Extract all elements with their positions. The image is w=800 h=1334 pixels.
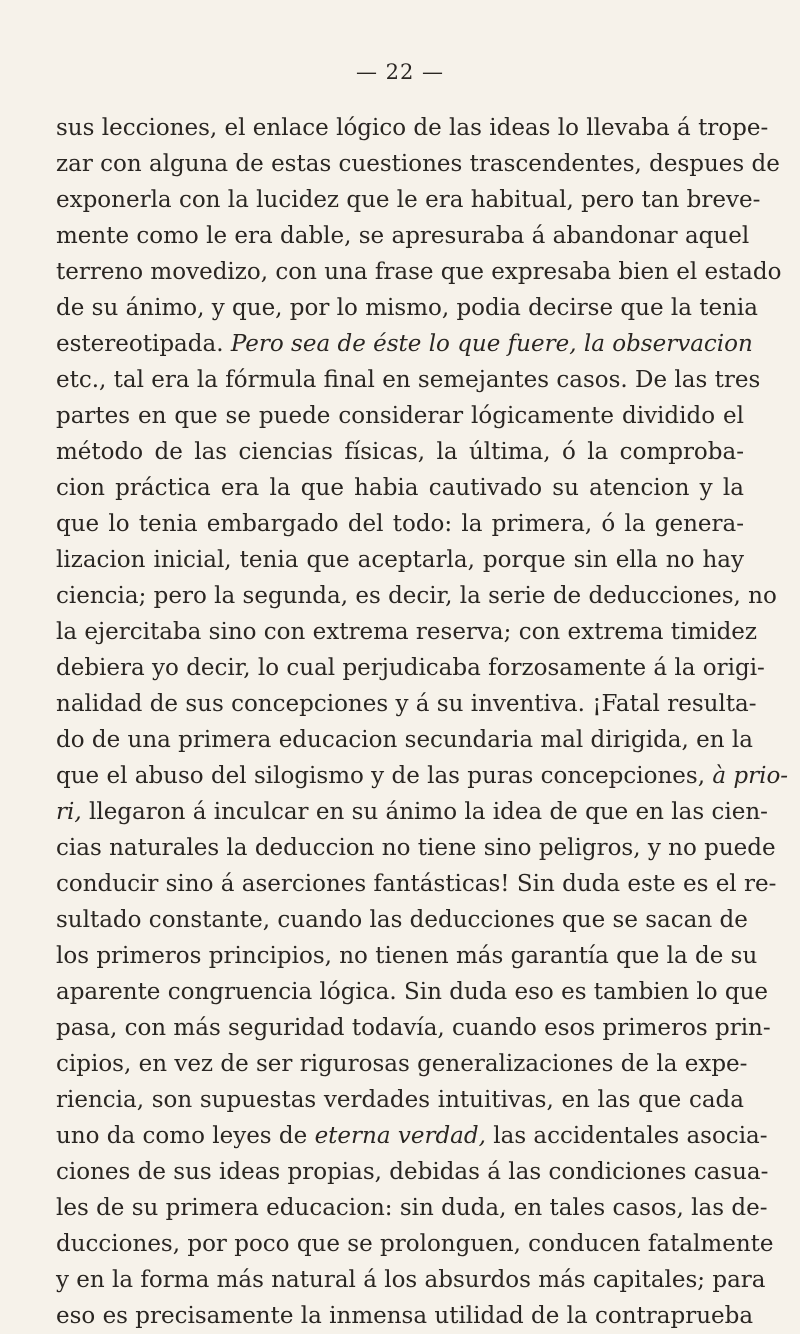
text-line: método de las ciencias físicas, la última, ó la comproba- (56, 439, 744, 465)
text-line: estereotipada. Pero sea de éste lo que fuere, la observacion (56, 331, 753, 357)
text-line: ri, llegaron á inculcar en su ánimo la idea de que en las cien- (56, 799, 768, 825)
text-line: ciencia; pero la segunda, es decir, la serie de deducciones, no (56, 583, 777, 609)
text-line: les de su primera educacion: sin duda, en tales casos, las de- (56, 1195, 768, 1221)
text-line: riencia, son supuestas verdades intuitivas, en las que cada (56, 1087, 744, 1113)
text-line: de su ánimo, y que, por lo mismo, podia decirse que la tenia (56, 295, 758, 321)
text-line: ciones de sus ideas propias, debidas á las condiciones casua- (56, 1159, 769, 1185)
text-line: cipios, en vez de ser rigurosas generalizaciones de la expe- (56, 1051, 748, 1077)
text-line: mente como le era dable, se apresuraba á abandonar aquel (56, 223, 750, 249)
text-line: y en la forma más natural á los absurdos más capitales; para (56, 1267, 766, 1293)
text-line: sus lecciones, el enlace lógico de las ideas lo llevaba á trope- (56, 115, 769, 141)
text-line: aparente congruencia lógica. Sin duda eso es tambien lo que (56, 979, 769, 1005)
text-line: debiera yo decir, lo cual perjudicaba forzosamente á la origi- (56, 655, 765, 681)
text-line: conducir sino á aserciones fantásticas! Sin duda este es el re- (56, 871, 777, 897)
text-line: partes en que se puede considerar lógicamente dividido el (56, 403, 744, 429)
page-number: — 22 — (355, 60, 445, 84)
text-line: exponerla con la lucidez que le era habitual, pero tan breve- (56, 187, 761, 213)
text-line: los primeros principios, no tienen más garantía que la de su (56, 943, 758, 969)
text-line: uno da como leyes de eterna verdad, las accidentales asocia- (56, 1123, 768, 1149)
text-line: lizacion inicial, tenia que aceptarla, porque sin ella no hay (56, 547, 744, 573)
text-line: ducciones, por poco que se prolonguen, conducen fatalmente (56, 1231, 774, 1257)
body-paragraph (56, 110, 789, 1334)
text-line: cion práctica era la que habia cautivado su atencion y la (56, 475, 744, 501)
text-line: zar con alguna de estas cuestiones trascendentes, despues de (56, 151, 780, 177)
text-line: terreno movedizo, con una frase que expresaba bien el estado (56, 259, 782, 285)
text-line: que el abuso del silogismo y de las puras concepciones, à prio- (56, 763, 789, 789)
text-line: sultado constante, cuando las deducciones que se sacan de (56, 907, 748, 933)
text-line: que lo tenia embargado del todo: la primera, ó la genera- (56, 511, 744, 537)
text-line: eso es precisamente la inmensa utilidad de la contraprueba (56, 1303, 754, 1329)
text-line: cias naturales la deduccion no tiene sino peligros, y no puede (56, 835, 776, 861)
text-line: nalidad de sus concepciones y á su inventiva. ¡Fatal resulta- (56, 691, 757, 717)
text-line: etc., tal era la fórmula final en semejantes casos. De las tres (56, 367, 761, 393)
text-line: la ejercitaba sino con extrema reserva; con extrema timidez (56, 619, 758, 645)
text-line: do de una primera educacion secundaria mal dirigida, en la (56, 727, 753, 753)
text-line: pasa, con más seguridad todavía, cuando esos primeros prin- (56, 1015, 771, 1041)
